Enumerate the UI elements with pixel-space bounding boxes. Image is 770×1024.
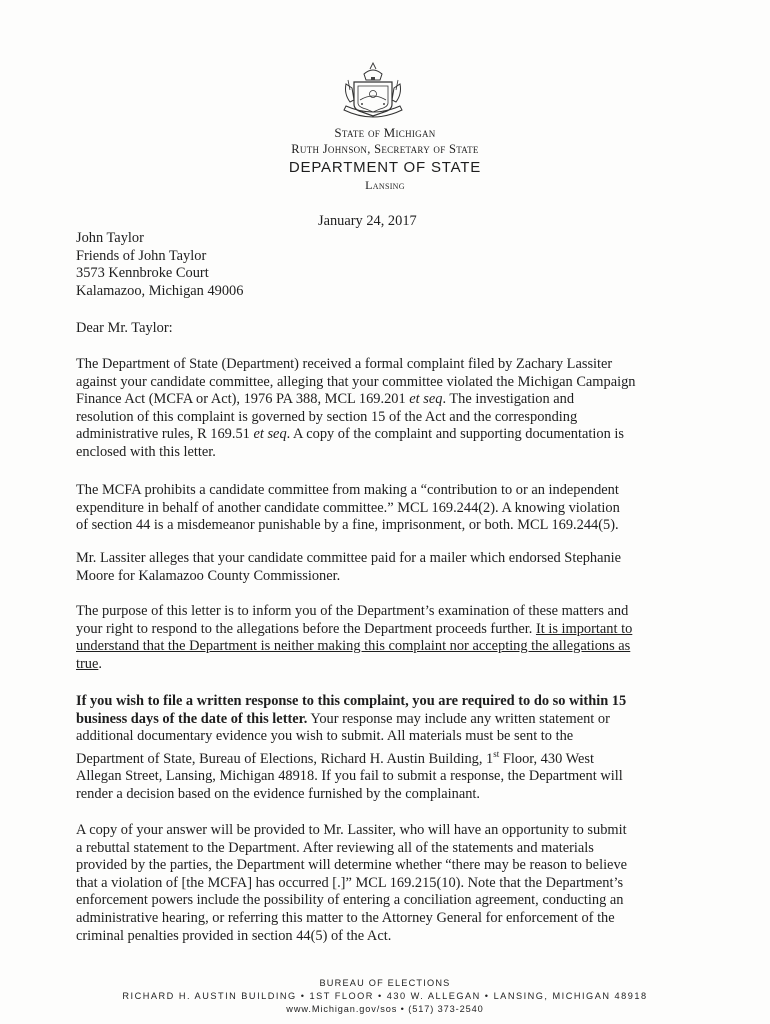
recipient-city: Kalamazoo, Michigan 49006 bbox=[76, 282, 244, 299]
salutation: Dear Mr. Taylor: bbox=[76, 320, 173, 336]
paragraph-line: render a decision based on the evidence furnished by the complainant. bbox=[76, 785, 480, 802]
paragraph-line: The purpose of this letter is to inform you of the Department’s examination of these matters and bbox=[76, 603, 629, 619]
paragraph-line: additional documentary evidence you wish to submit. All materials must be sent to the bbox=[76, 728, 574, 745]
paragraph-line: true. bbox=[76, 655, 102, 672]
letterhead-city: Lansing bbox=[365, 178, 405, 192]
paragraph-line: enforcement powers include the possibility of entering a conciliation agreement, conducting an bbox=[76, 892, 624, 909]
paragraph-allegation bbox=[76, 550, 696, 585]
paragraph-line: enclosed with this letter. bbox=[76, 443, 216, 460]
paragraph-line: criminal penalties provided in section 44(5) of the Act. bbox=[76, 927, 392, 944]
paragraph-rebuttal bbox=[76, 822, 696, 945]
paragraph-line: If you wish to file a written response to this complaint, you are required to do so within 15 bbox=[76, 693, 627, 709]
paragraph-response bbox=[76, 693, 696, 803]
recipient-name: John Taylor bbox=[76, 230, 144, 246]
paragraph-line: Finance Act (MCFA or Act), 1976 PA 388, MCL 169.201 et seq. The investigation and bbox=[76, 391, 575, 408]
paragraph-line: your right to respond to the allegations before the Department proceeds further. It is important to bbox=[76, 620, 633, 637]
paragraph-line: The MCFA prohibits a candidate committee from making a “contribution to or an independent bbox=[76, 482, 619, 498]
paragraph-line: Moore for Kalamazoo County Commissioner. bbox=[76, 567, 341, 584]
paragraph-line: business days of the date of this letter. Your response may include any written statement or bbox=[76, 710, 610, 727]
paragraph-line: Allegan Street, Lansing, Michigan 48918. If you fail to submit a response, the Department will bbox=[76, 768, 623, 785]
paragraph-line: of section 44 is a misdemeanor punishable by a fine, imprisonment, or both. MCL 169.244(5). bbox=[76, 517, 619, 534]
paragraph-line: against your candidate committee, alleging that your committee violated the Michigan Campaign bbox=[76, 373, 636, 390]
recipient-committee: Friends of John Taylor bbox=[76, 247, 207, 264]
letterhead-department: DEPARTMENT OF STATE bbox=[288, 159, 482, 176]
paragraph-line: resolution of this complaint is governed by section 15 of the Act and the corresponding bbox=[76, 408, 578, 425]
letter-date: January 24, 2017 bbox=[318, 213, 417, 229]
footer-contact: www.Michigan.gov/sos • (517) 373-2540 bbox=[286, 1004, 484, 1014]
paragraph-line: provided by the parties, the Department will determine whether “there may be reason to believe bbox=[76, 857, 628, 874]
paragraph-complaint bbox=[76, 356, 696, 462]
paragraph-line: Mr. Lassiter alleges that your candidate committee paid for a mailer which endorsed Stephanie bbox=[76, 550, 622, 566]
paragraph-line: understand that the Department is neither making this complaint nor accepting the allegations as bbox=[76, 638, 631, 655]
paragraph-line: a rebuttal statement to the Department. After reviewing all of the statements and materials bbox=[76, 839, 594, 856]
paragraph-line: The Department of State (Department) received a formal complaint filed by Zachary Lassiter bbox=[76, 356, 613, 372]
letterhead-secretary: Ruth Johnson, Secretary of State bbox=[291, 142, 479, 156]
paragraph-line: Department of State, Bureau of Elections, Richard H. Austin Building, 1st Floor, 430 West bbox=[76, 748, 595, 767]
recipient-address bbox=[76, 230, 696, 300]
recipient-street: 3573 Kennbroke Court bbox=[76, 265, 209, 282]
paragraph-line: administrative rules, R 169.51 et seq. A copy of the complaint and supporting documentation is bbox=[76, 426, 624, 443]
paragraph-line: A copy of your answer will be provided to Mr. Lassiter, who will have an opportunity to submit bbox=[76, 822, 627, 838]
paragraph-purpose bbox=[76, 603, 696, 673]
paragraph-line: expenditure in behalf of another candidate committee.” MCL 169.244(2). A knowing violation bbox=[76, 499, 620, 516]
paragraph-line: that a violation of [the MCFA] has occurred [.]” MCL 169.215(10). Note that the Department’s bbox=[76, 874, 624, 891]
footer-bureau: BUREAU OF ELECTIONS bbox=[319, 978, 451, 988]
letterhead-state: State of Michigan bbox=[334, 125, 436, 140]
paragraph-mcfa bbox=[76, 482, 696, 535]
michigan-seal-icon bbox=[340, 60, 406, 122]
footer-address: RICHARD H. AUSTIN BUILDING • 1ST FLOOR • 430 W. ALLEGAN • LANSING, MICHIGAN 48918 bbox=[122, 991, 648, 1001]
paragraph-line: administrative hearing, or referring this matter to the Attorney General for enforcement of the bbox=[76, 909, 615, 926]
